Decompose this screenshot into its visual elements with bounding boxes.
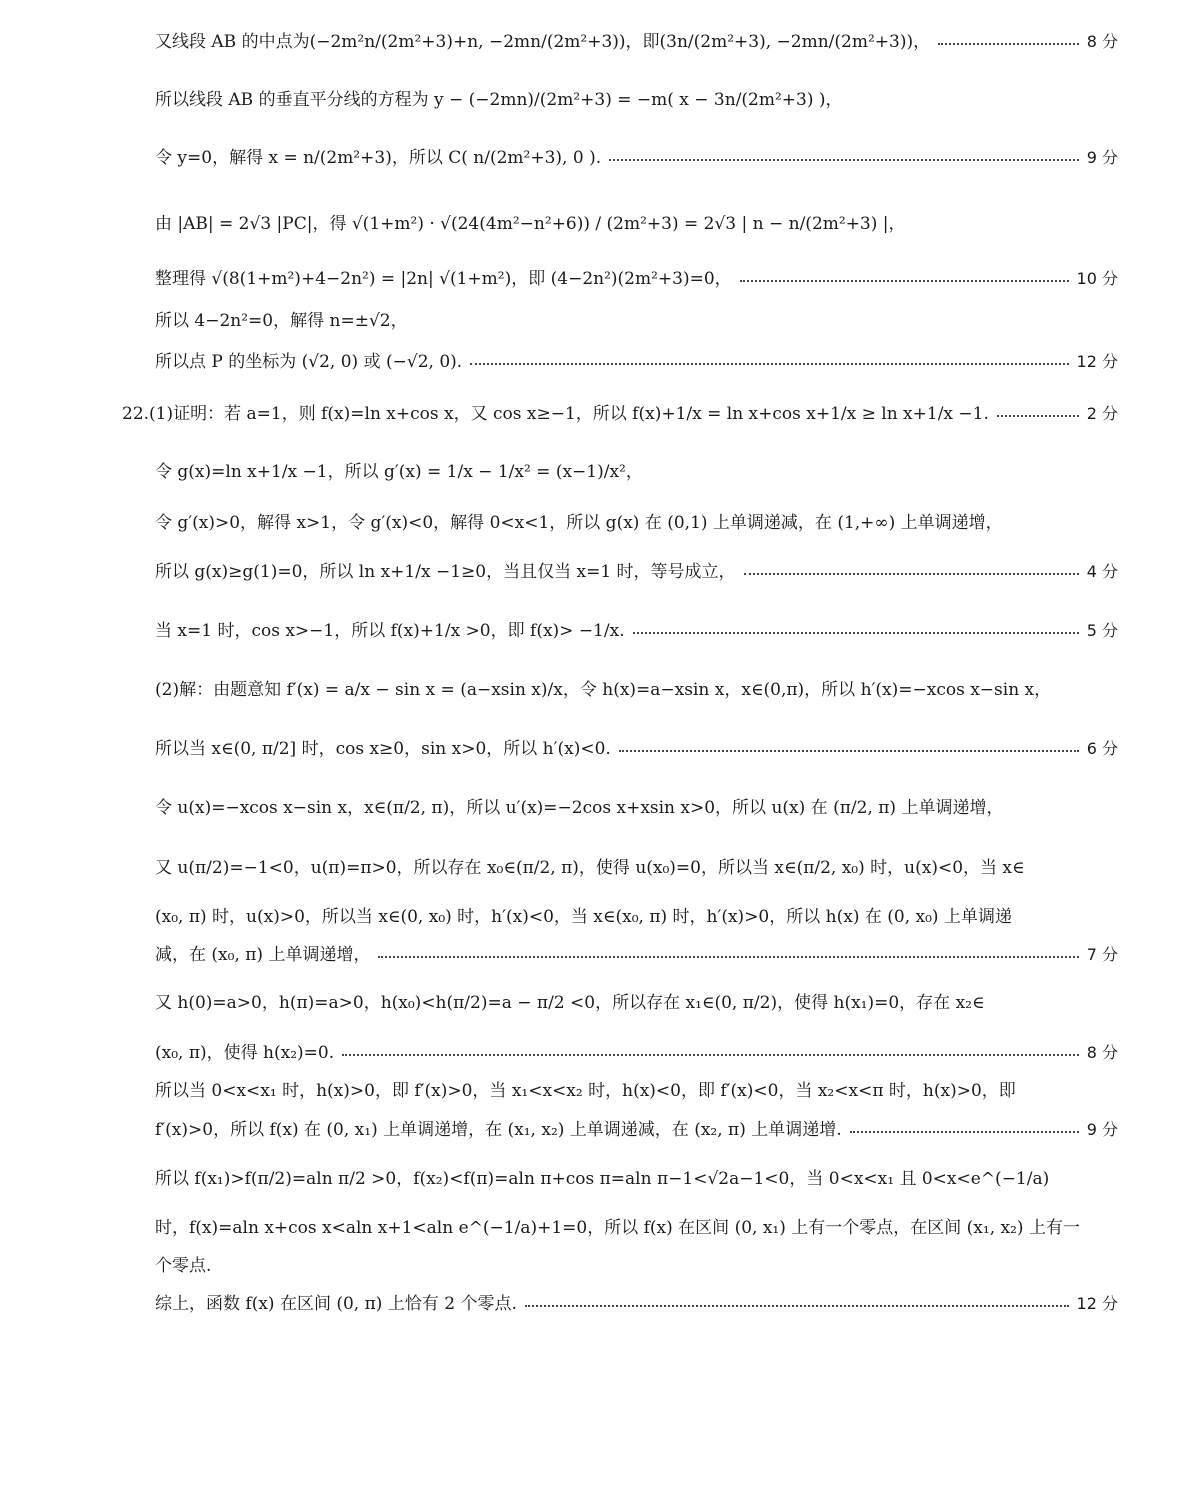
line-q22-part1: [122, 402, 1118, 426]
leader-dots: [850, 1131, 1079, 1133]
score-label: 9 分: [1086, 148, 1118, 167]
line-text: 所以 g(x)≥g(1)=0，所以 ln x+1/x −1≥0，当且仅当 x=1 时，等号成立，: [155, 562, 736, 582]
line-define-g: [155, 460, 1118, 484]
line-text: 由 |AB| = 2√3 |PC|，得 √(1+m²) · √(24(4m²−n²+6)) / (2m²+3) = 2√3 | n − n/(2m²+3) |，: [155, 214, 906, 234]
line-text: 所以 4−2n²=0，解得 n=±√2，: [155, 311, 408, 331]
line-solve-n: [155, 309, 1118, 333]
leader-dots: [619, 750, 1079, 752]
line-text: 又 h(0)=a>0，h(π)=a>0，h(x₀)<h(π/2)=a − π/2 <0，所以存在 x₁∈(0, π/2)，使得 h(x₁)=0，存在 x₂∈: [155, 993, 985, 1013]
line-text: f′(x)>0，所以 f(x) 在 (0, x₁) 上单调递增，在 (x₁, x₂) 上单调递减，在 (x₂, π) 上单调递增.: [155, 1120, 842, 1140]
score-label: 4 分: [1086, 562, 1118, 581]
line-point-c: [155, 146, 1118, 170]
score-label: 2 分: [1086, 404, 1118, 423]
line-g-monotonic: [155, 511, 1118, 535]
leader-dots: [378, 956, 1078, 958]
line-text: 令 g′(x)>0，解得 x>1，令 g′(x)<0，解得 0<x<1，所以 g(x) 在 (0,1) 上单调递减，在 (1,+∞) 上单调递增，: [155, 513, 1003, 533]
line-summary: [155, 1292, 1118, 1316]
line-f-monotonic: [155, 1118, 1118, 1142]
line-simplify: [155, 267, 1118, 291]
line-text: 时，f(x)=aln x+cos x<aln x+1<aln e^(−1/a)+1=0，所以 f(x) 在区间 (0, x₁) 上有一个零点，在区间 (x₁, x₂) 上有一: [155, 1218, 1080, 1238]
line-zeros: [155, 1216, 1118, 1240]
line-h-roots: [155, 991, 1118, 1015]
line-text: (x₀, π)，使得 h(x₂)=0.: [155, 1043, 335, 1063]
score-label: 7 分: [1086, 945, 1118, 964]
line-text: 当 x=1 时，cos x>−1，所以 f(x)+1/x >0，即 f(x)> −1/x.: [155, 621, 625, 641]
line-text: (x₀, π) 时，u(x)>0，所以当 x∈(0, x₀) 时，h′(x)<0，当 x∈(x₀, π) 时，h′(x)>0，所以 h(x) 在 (0, x₀) 上单调递: [155, 907, 1012, 927]
line-text: 整理得 √(8(1+m²)+4−2n²) = |2n| √(1+m²)，即 (4−2n²)(2m²+3)=0，: [155, 269, 732, 289]
line-part2-derivative: [155, 678, 1118, 702]
line-text: 22.(1)证明：若 a=1，则 f(x)=ln x+cos x，又 cos x≥−1，所以 f(x)+1/x = ln x+cos x+1/x ≥ ln x+1/x −1.: [122, 404, 989, 424]
line-conclude-part1: [155, 619, 1118, 643]
leader-dots: [525, 1305, 1069, 1307]
leader-dots: [740, 280, 1069, 282]
leader-dots: [997, 415, 1079, 417]
line-text: 减，在 (x₀, π) 上单调递增，: [155, 945, 371, 965]
line-u-root: [155, 856, 1118, 880]
line-point-p: [155, 350, 1118, 374]
line-h-negative: [155, 737, 1118, 761]
leader-dots: [609, 159, 1079, 161]
score-label: 12 分: [1076, 352, 1118, 371]
leader-dots: [744, 573, 1079, 575]
line-midpoint: [155, 30, 1118, 54]
score-label: 8 分: [1086, 1043, 1118, 1062]
line-text: 所以线段 AB 的垂直平分线的方程为 y − (−2mn)/(2m²+3) = −m( x − 3n/(2m²+3) )，: [155, 90, 843, 110]
line-text: 所以 f(x₁)>f(π/2)=aln π/2 >0，f(x₂)<f(π)=aln π+cos π=aln π−1<√2a−1<0，当 0<x<x₁ 且 0<x<e^(−1/a): [155, 1169, 1050, 1189]
line-text: 个零点.: [155, 1256, 212, 1276]
line-ab-pc: [155, 212, 1118, 236]
leader-dots: [342, 1054, 1079, 1056]
line-h-roots-cont: [155, 1041, 1118, 1065]
line-text: 令 u(x)=−xcos x−sin x，x∈(π/2, π)，所以 u′(x)=−2cos x+xsin x>0，所以 u(x) 在 (π/2, π) 上单调递增，: [155, 798, 1004, 818]
line-text: 令 y=0，解得 x = n/(2m²+3)，所以 C( n/(2m²+3), 0 ).: [155, 148, 602, 168]
leader-dots: [938, 43, 1079, 45]
line-g-min: [155, 560, 1118, 584]
score-label: 12 分: [1076, 1294, 1118, 1313]
line-define-u: [155, 796, 1118, 820]
line-f-sign: [155, 1079, 1118, 1103]
leader-dots: [633, 632, 1079, 634]
score-label: 6 分: [1086, 739, 1118, 758]
line-zeros-cont: [155, 1254, 1118, 1278]
line-bisector: [155, 88, 1118, 112]
line-text: (2)解：由题意知 f′(x) = a/x − sin x = (a−xsin x)/x，令 h(x)=a−xsin x，x∈(0,π)，所以 h′(x)=−xcos x−sin x，: [155, 680, 1052, 700]
line-h-monotonic-cont: [155, 943, 1118, 967]
score-label: 10 分: [1076, 269, 1118, 288]
line-text: 又 u(π/2)=−1<0，u(π)=π>0，所以存在 x₀∈(π/2, π)，使得 u(x₀)=0，所以当 x∈(π/2, x₀) 时，u(x)<0，当 x∈: [155, 858, 1025, 878]
line-text: 又线段 AB 的中点为(−2m²n/(2m²+3)+n, −2mn/(2m²+3))，即(3n/(2m²+3), −2mn/(2m²+3))，: [155, 32, 931, 52]
score-label: 8 分: [1086, 32, 1118, 51]
line-text: 令 g(x)=ln x+1/x −1，所以 g′(x) = 1/x − 1/x² = (x−1)/x²，: [155, 462, 643, 482]
line-text: 综上，函数 f(x) 在区间 (0, π) 上恰有 2 个零点.: [155, 1294, 517, 1314]
score-label: 9 分: [1086, 1120, 1118, 1139]
line-text: 所以当 x∈(0, π/2] 时，cos x≥0，sin x>0，所以 h′(x)<0.: [155, 739, 611, 759]
score-label: 5 分: [1086, 621, 1118, 640]
line-h-monotonic: [155, 905, 1118, 929]
leader-dots: [470, 363, 1068, 365]
line-text: 所以点 P 的坐标为 (√2, 0) 或 (−√2, 0).: [155, 352, 463, 372]
line-f-values: [155, 1167, 1118, 1191]
line-text: 所以当 0<x<x₁ 时，h(x)>0，即 f′(x)>0，当 x₁<x<x₂ 时，h(x)<0，即 f′(x)<0，当 x₂<x<π 时，h(x)>0，即: [155, 1081, 1016, 1101]
